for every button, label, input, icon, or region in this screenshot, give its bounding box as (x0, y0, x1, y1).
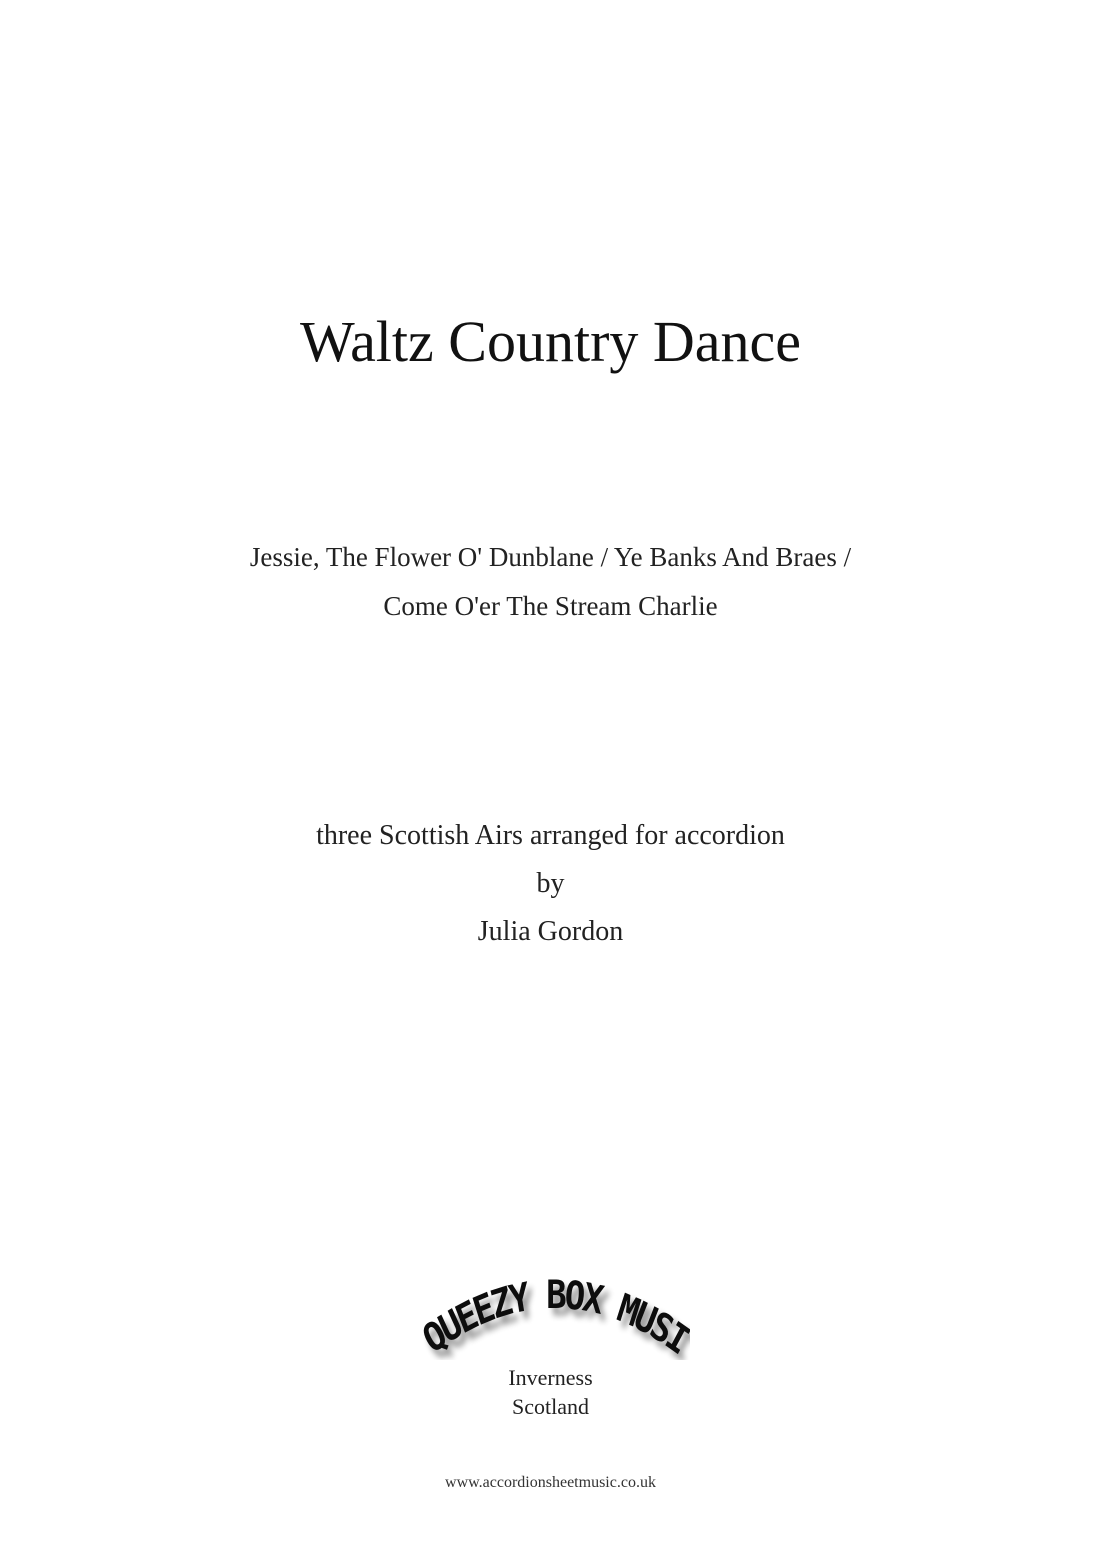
subtitle-line-2: Come O'er The Stream Charlie (383, 591, 718, 621)
subtitle-line-1: Jessie, The Flower O' Dunblane / Ye Banks And Braes / (249, 542, 852, 572)
website-url: www.accordionsheetmusic.co.uk (445, 1474, 656, 1491)
by-label: by (536, 868, 565, 899)
page-title: Waltz Country Dance (299, 309, 802, 374)
logo-graphic (420, 1270, 690, 1360)
publisher-city: Inverness (508, 1365, 593, 1390)
publisher-country: Scotland (512, 1394, 589, 1419)
svg-text:SQUEEZY BOX MUSIC: UEEZY BOX MUS (432, 1271, 678, 1352)
arrangement-description: three Scottish Airs arranged for accordion (316, 820, 785, 851)
publisher-logo (420, 1270, 690, 1360)
author-name: Julia Gordon (477, 916, 624, 947)
